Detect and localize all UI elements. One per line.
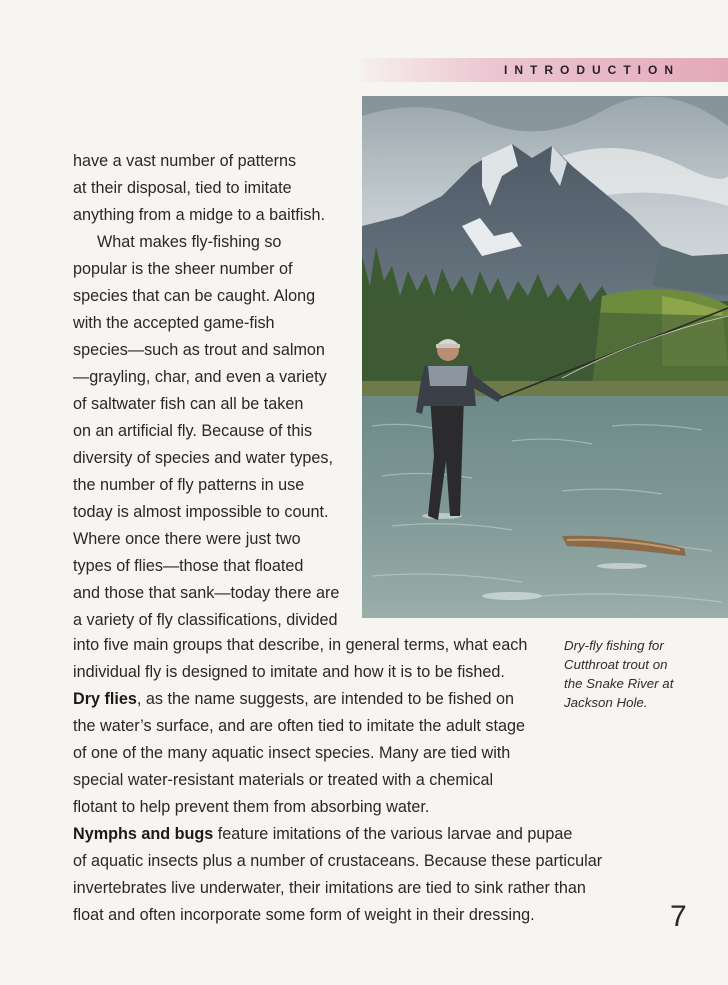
section-header-band	[360, 58, 728, 82]
page-number: 7	[670, 900, 687, 933]
text-line: and those that sank—today there are	[73, 584, 340, 602]
dry-flies-term: Dry flies	[73, 690, 137, 708]
narrow-text-column	[73, 148, 355, 634]
text-line: into five main groups that describe, in general terms, what each	[73, 636, 528, 654]
text-line: special water-resistant materials or treated with a chemical	[73, 771, 494, 789]
text-line: at their disposal, tied to imitate	[73, 179, 292, 197]
text-line: a variety of fly classifications, divided	[73, 611, 338, 629]
text-line: anything from a midge to a baitfish.	[73, 206, 325, 224]
text-line: popular is the sheer number of	[73, 260, 293, 278]
dry-flies-line	[73, 686, 633, 713]
dry-flies-line-rest: , as the name suggests, are intended to be fished on	[136, 690, 514, 708]
text-line: float and often incorporate some form of weight in their dressing.	[73, 906, 535, 924]
paragraph-start-line: What makes fly-fishing so	[97, 233, 282, 251]
caption-line: Dry-fly fishing for	[564, 638, 664, 653]
text-line: invertebrates live underwater, their imitations are tied to sink rather than	[73, 879, 586, 897]
caption-line: Jackson Hole.	[564, 695, 648, 710]
caption-line: Cutthroat trout on	[564, 657, 668, 672]
text-line: species that can be caught. Along	[73, 287, 316, 305]
text-line: flotant to help prevent them from absorbing water.	[73, 798, 430, 816]
text-line: the water’s surface, and are often tied to imitate the adult stage	[73, 717, 526, 735]
text-line: diversity of species and water types,	[73, 449, 334, 467]
text-line: types of flies—those that floated	[73, 557, 304, 575]
caption-line: the Snake River at	[564, 676, 674, 691]
nymphs-line-rest: feature imitations of the various larvae and pupae	[213, 825, 573, 843]
photo-caption	[564, 636, 714, 712]
section-label: INTRODUCTION	[504, 63, 680, 77]
nymphs-term: Nymphs and bugs	[73, 825, 214, 843]
text-line: have a vast number of patterns	[73, 152, 297, 170]
text-line: of aquatic insects plus a number of crustaceans. Because these particular	[73, 852, 603, 870]
text-line: of saltwater fish can all be taken	[73, 395, 304, 413]
text-line: on an artificial fly. Because of this	[73, 422, 313, 440]
nymphs-line	[73, 821, 633, 848]
text-line: —grayling, char, and even a variety	[73, 368, 327, 386]
text-line: Where once there were just two	[73, 530, 301, 548]
text-line: the number of fly patterns in use	[73, 476, 305, 494]
text-line: individual fly is designed to imitate and how it is to be fished.	[73, 663, 505, 681]
fly-fisherman-photo	[362, 96, 728, 618]
text-line: species—such as trout and salmon	[73, 341, 325, 359]
wide-text-column	[73, 632, 633, 929]
text-line: today is almost impossible to count.	[73, 503, 329, 521]
text-line: with the accepted game-fish	[73, 314, 275, 332]
text-line: of one of the many aquatic insect species. Many are tied with	[73, 744, 511, 762]
photo-illustration	[362, 96, 728, 618]
